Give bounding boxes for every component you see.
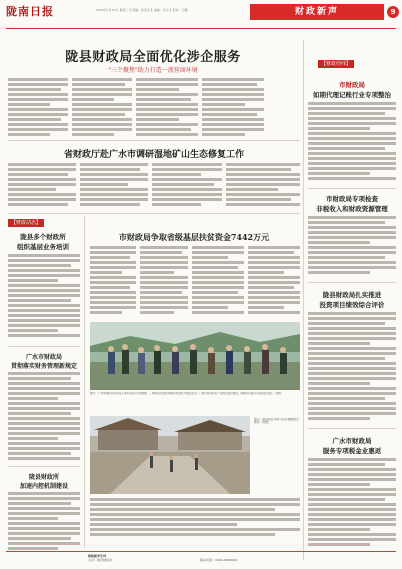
- feature-headline: 市财政局争取省级基层扶贫资金7442万元: [118, 232, 270, 242]
- left-article1-title-line2: 组织基层业务培训: [17, 243, 69, 251]
- lead-text-col1: [8, 78, 68, 136]
- lead-text-col3: [136, 78, 198, 136]
- left-article1-title-line1: 陇县多个财政所: [20, 233, 66, 241]
- right-article4-text: [308, 458, 396, 550]
- feature-text-col2: [140, 246, 188, 318]
- second-bottom-divider: [8, 213, 300, 214]
- header-date-line: 2023年1月10日 星期二 ┃ 责编：孙奕华 ┃ 美编：马云 ┃ 校对：王鹏: [96, 8, 188, 12]
- right-divider-3: [308, 428, 396, 429]
- left-article3-title-line1: 陇县财政所: [28, 474, 59, 481]
- section-tag-dynamics: 【财政动态】: [8, 219, 44, 227]
- feature-main-photo: [90, 322, 300, 390]
- left-column-divider: [84, 216, 85, 548]
- header-rule: [6, 28, 396, 29]
- right-article3-title-line2: 投资项目绩效综合评价: [319, 301, 385, 309]
- left-article3-text: [8, 492, 80, 550]
- feature-bottom-text: [90, 498, 300, 544]
- left-article1-text: [8, 254, 80, 342]
- footer-line3: 联系电话：0000-0000000: [200, 558, 238, 562]
- right-article4-title-line2: 服务专项税金业惠返: [322, 447, 382, 455]
- footer-info: [88, 554, 198, 562]
- left-divider-1: [8, 346, 80, 347]
- feature-text-col1: [90, 246, 136, 318]
- left-article3-title-line2: 加速内控机制建设: [19, 483, 68, 490]
- left-divider-2: [8, 466, 80, 467]
- feature-side-caption: 图为：推进项目实施与乡村道路建设现场（供图）: [254, 418, 299, 425]
- section-title: 财政新声: [250, 4, 384, 20]
- right-article3-title-line1: 陇县财政局扎实推进: [322, 291, 382, 299]
- right-article1-title-line2: 如期代理记账行业专项整治: [313, 91, 391, 99]
- right-article4-title-line1: 广水市财政局: [332, 437, 372, 445]
- left-article2-title-line1: 广水市财政局: [25, 354, 62, 361]
- newspaper-logo: 陇南日报: [6, 5, 54, 18]
- second-text-col2: [80, 163, 148, 211]
- second-headline: 省财政厅赴广水市调研湿地矿山生态修复工作: [63, 150, 244, 160]
- feature-text-col3: [192, 246, 244, 318]
- page-number: 9: [387, 6, 399, 18]
- lead-text-col2: [72, 78, 132, 136]
- right-article1-title-line1: 市财政局: [339, 81, 365, 89]
- right-article2-title-line2: 非税收入和财政资源管理: [316, 205, 388, 213]
- right-article3-text: [308, 312, 396, 424]
- right-article1-text: [308, 102, 396, 184]
- lead-bottom-divider: [8, 140, 300, 141]
- right-divider-1: [308, 188, 396, 189]
- second-text-col1: [8, 163, 76, 211]
- section-tag-finance: 【财政经纬】: [318, 60, 354, 68]
- footer-line1: 财政新声专刊: [88, 554, 107, 558]
- right-article2-text: [308, 216, 396, 278]
- left-article2-title-line2: 贯彻落实财务管理新规定: [10, 363, 77, 370]
- lead-headline: 陇县财政局全面优化涉企服务: [65, 50, 241, 65]
- second-text-col3: [152, 163, 222, 211]
- left-article2-text: [8, 372, 80, 462]
- footer-line2: 主办：陇县财政局: [88, 558, 113, 562]
- feature-lower-photo: [90, 416, 250, 494]
- right-column-divider: [303, 40, 304, 560]
- right-article2-title-line1: 市财政局专项检查: [326, 195, 378, 203]
- feature-text-col4: [248, 246, 300, 318]
- lead-subheadline: "三个聚焦"助力打造一流营商环境: [108, 67, 198, 74]
- feature-photo-caption: 图为：广水市财政局领导深入扶贫项目点开展调研，了解项目资金使用情况并组织开展农业生产。图为某村扶贫产业项目建设现场，助推乡村振兴与高质量发展。（供图）: [90, 392, 284, 395]
- second-text-col4: [226, 163, 300, 211]
- right-divider-2: [308, 282, 396, 283]
- footer-rule: [6, 551, 396, 552]
- lead-text-col4: [202, 78, 264, 136]
